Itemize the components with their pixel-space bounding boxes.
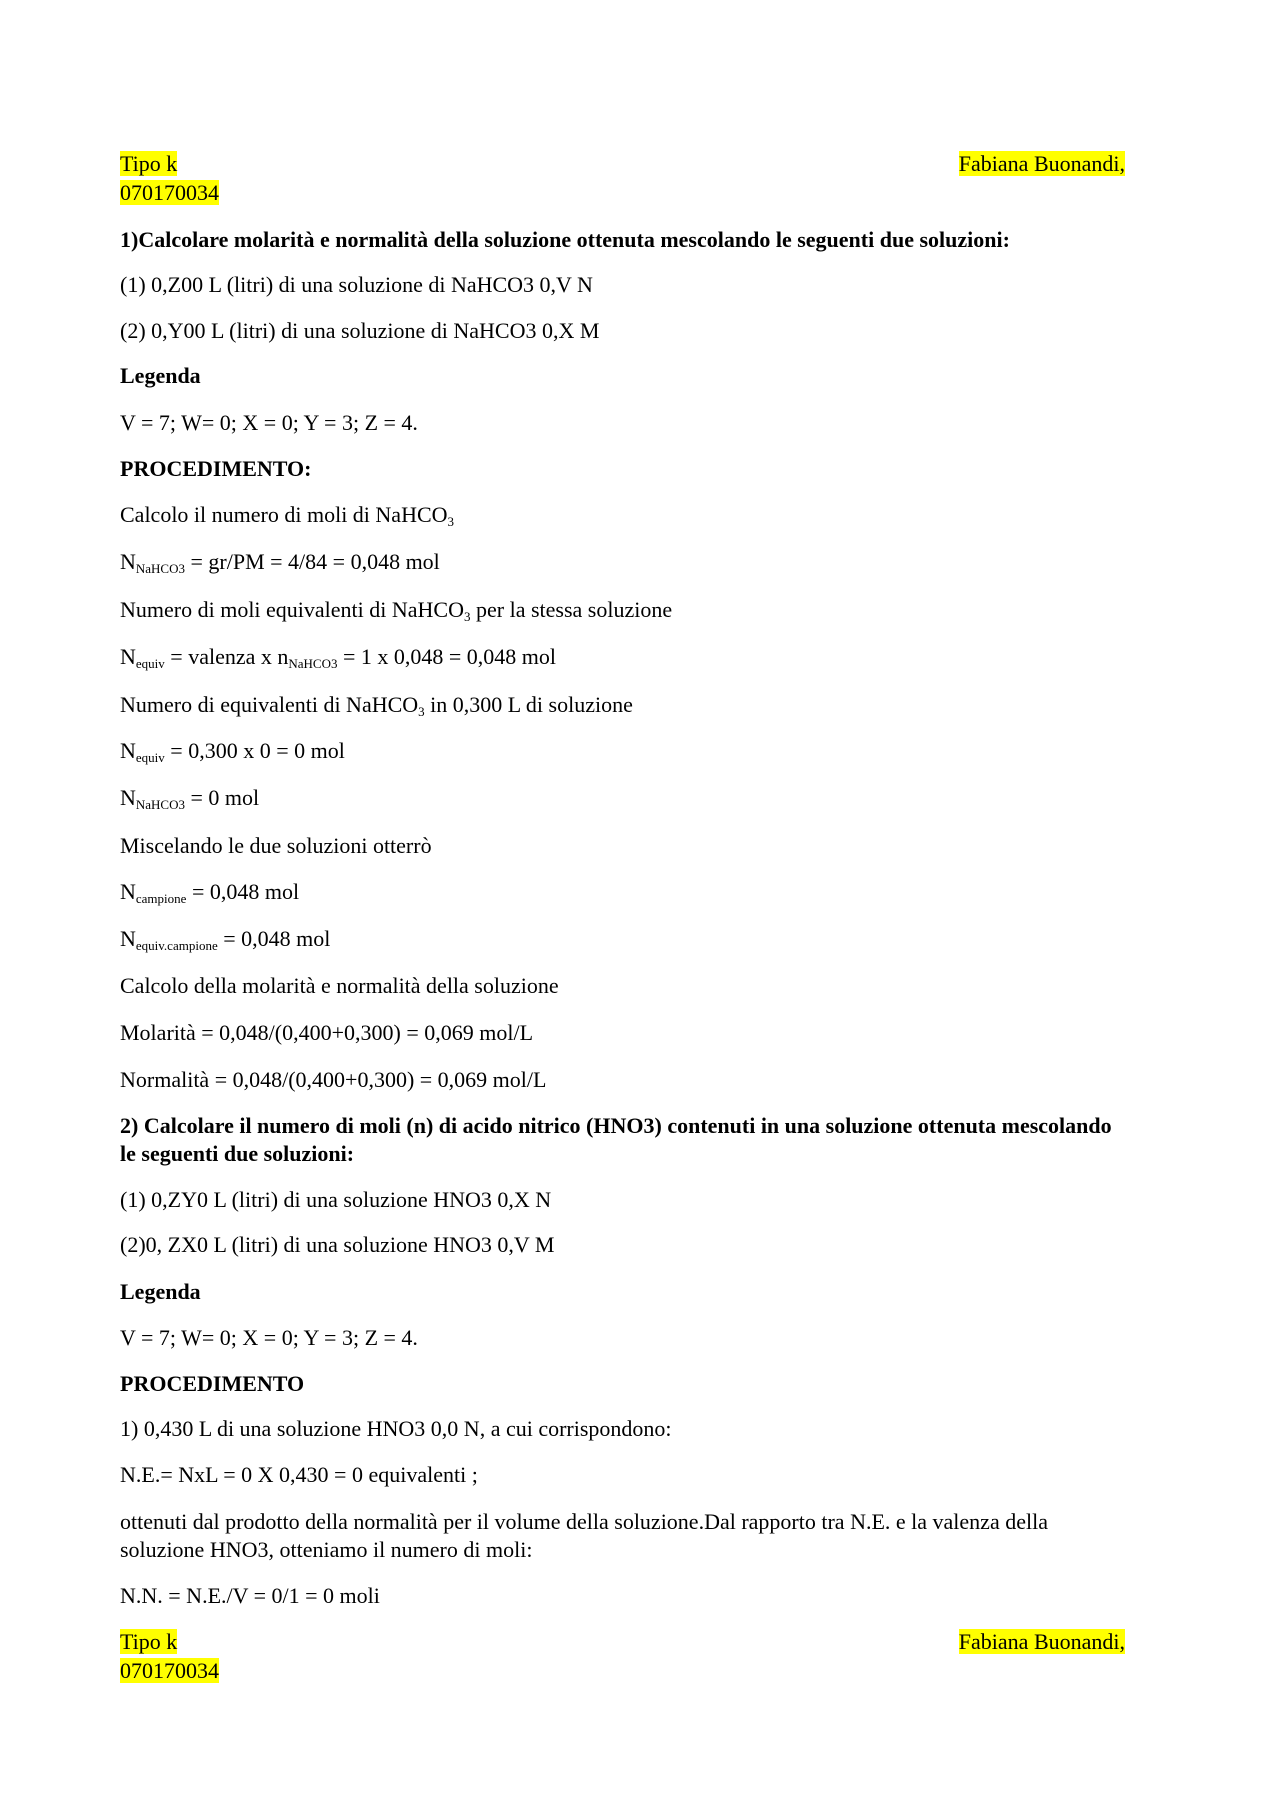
q1-step-2-symbol: N <box>120 549 136 574</box>
q2-legend-title: Legenda <box>120 1279 201 1304</box>
header-id: 070170034 <box>120 180 219 205</box>
q1-step-1-sub: 3 <box>447 514 455 529</box>
q1-legend-title: Legenda <box>120 363 201 388</box>
q1-step-10 <box>120 925 330 953</box>
q1-step-7-sub: NaHCO3 <box>135 797 185 812</box>
q1-step-9-sub: campione <box>135 891 187 906</box>
q1-step-11: Calcolo della molarità e normalità della soluzione <box>120 973 559 998</box>
q1-step-4-symbol: N <box>120 644 136 669</box>
q2-step-3: ottenuti dal prodotto della normalità per il volume della soluzione.Dal rapporto tra N.E. e la valenza della soluzione HNO3, otteniamo il numero di moli: <box>120 1509 1048 1562</box>
q1-step-3 <box>120 596 672 624</box>
footer-author: Fabiana Buonandi, <box>958 1629 1125 1654</box>
header-author: Fabiana Buonandi, <box>958 151 1125 176</box>
q2-step-2: N.E.= NxL = 0 X 0,430 = 0 equivalenti ; <box>120 1462 478 1487</box>
q1-step-7-text: = 0 mol <box>185 785 260 810</box>
footer-type: Tipo k <box>120 1629 178 1654</box>
q2-step-4: N.N. = N.E./V = 0/1 = 0 moli <box>120 1583 380 1608</box>
q1-step-10-sub: equiv.campione <box>135 938 218 953</box>
q2-title: 2) Calcolare il numero di moli (n) di acido nitrico (HNO3) contenuti in una soluzione ottenuta mescolando le seguenti due soluzioni: <box>120 1113 1112 1166</box>
q1-step-6-sub: equiv <box>135 750 165 765</box>
header-right <box>959 150 1125 178</box>
q1-step-5-text: Numero di equivalenti di NaHCO <box>120 692 419 717</box>
q1-step-3-text: Numero di moli equivalenti di NaHCO <box>120 597 464 622</box>
q1-step-2 <box>120 548 440 576</box>
q1-step-10-symbol: N <box>120 926 136 951</box>
q1-step-1-text: Calcolo il numero di moli di NaHCO <box>120 502 448 527</box>
header-left <box>120 150 177 178</box>
q1-solution-2: (2) 0,Y00 L (litri) di una soluzione di NaHCO3 0,X M <box>120 318 600 343</box>
footer-left <box>120 1628 177 1656</box>
footer-right <box>959 1628 1125 1656</box>
q1-step-9 <box>120 878 299 906</box>
q1-step-4-text: = 1 x 0,048 = 0,048 mol <box>337 644 557 669</box>
q1-procedure-title: PROCEDIMENTO: <box>120 456 312 481</box>
q1-step-3-tail: per la stessa soluzione <box>470 597 673 622</box>
q2-procedure-title: PROCEDIMENTO <box>120 1371 305 1396</box>
q1-step-2-sub: NaHCO3 <box>135 561 185 576</box>
q1-step-4-sub2: NaHCO3 <box>288 656 338 671</box>
q1-step-5-tail: in 0,300 L di soluzione <box>424 692 633 717</box>
footer-id: 070170034 <box>120 1658 219 1683</box>
q1-step-13: Normalità = 0,048/(0,400+0,300) = 0,069 mol/L <box>120 1067 547 1092</box>
header-type: Tipo k <box>120 151 178 176</box>
q1-solution-1: (1) 0,Z00 L (litri) di una soluzione di NaHCO3 0,V N <box>120 272 593 297</box>
q1-step-1 <box>120 501 454 529</box>
q1-step-3-sub: 3 <box>464 609 471 624</box>
footer-id-line <box>120 1657 219 1685</box>
q2-solution-1: (1) 0,ZY0 L (litri) di una soluzione HNO3 0,X N <box>120 1187 552 1212</box>
q1-legend: V = 7; W= 0; X = 0; Y = 3; Z = 4. <box>120 410 418 435</box>
header-id-line <box>120 179 219 207</box>
q1-step-8: Miscelando le due soluzioni otterrò <box>120 833 432 858</box>
q1-step-9-text: = 0,048 mol <box>186 879 300 904</box>
q1-step-5-sub: 3 <box>418 704 425 719</box>
q1-step-4-sub: equiv <box>135 656 165 671</box>
q1-title: 1)Calcolare molarità e normalità della soluzione ottenuta mescolando le seguenti due soluzioni: <box>120 227 1010 252</box>
q2-step-1: 1) 0,430 L di una soluzione HNO3 0,0 N, a cui corrispondono: <box>120 1416 672 1441</box>
q1-step-6-text: = 0,300 x 0 = 0 mol <box>164 738 345 763</box>
q1-step-4-mid: = valenza x n <box>164 644 289 669</box>
q2-legend: V = 7; W= 0; X = 0; Y = 3; Z = 4. <box>120 1325 418 1350</box>
q1-step-7-symbol: N <box>120 785 136 810</box>
q1-step-12: Molarità = 0,048/(0,400+0,300) = 0,069 mol/L <box>120 1020 534 1045</box>
q1-step-9-symbol: N <box>120 879 136 904</box>
q2-solution-2: (2)0, ZX0 L (litri) di una soluzione HNO3 0,V M <box>120 1232 555 1257</box>
q1-step-2-text: = gr/PM = 4/84 = 0,048 mol <box>185 549 440 574</box>
q1-step-6 <box>120 737 345 765</box>
q1-step-4 <box>120 643 556 671</box>
q1-step-6-symbol: N <box>120 738 136 763</box>
q1-step-7 <box>120 784 259 812</box>
q1-step-5 <box>120 691 633 719</box>
q1-step-10-text: = 0,048 mol <box>217 926 331 951</box>
